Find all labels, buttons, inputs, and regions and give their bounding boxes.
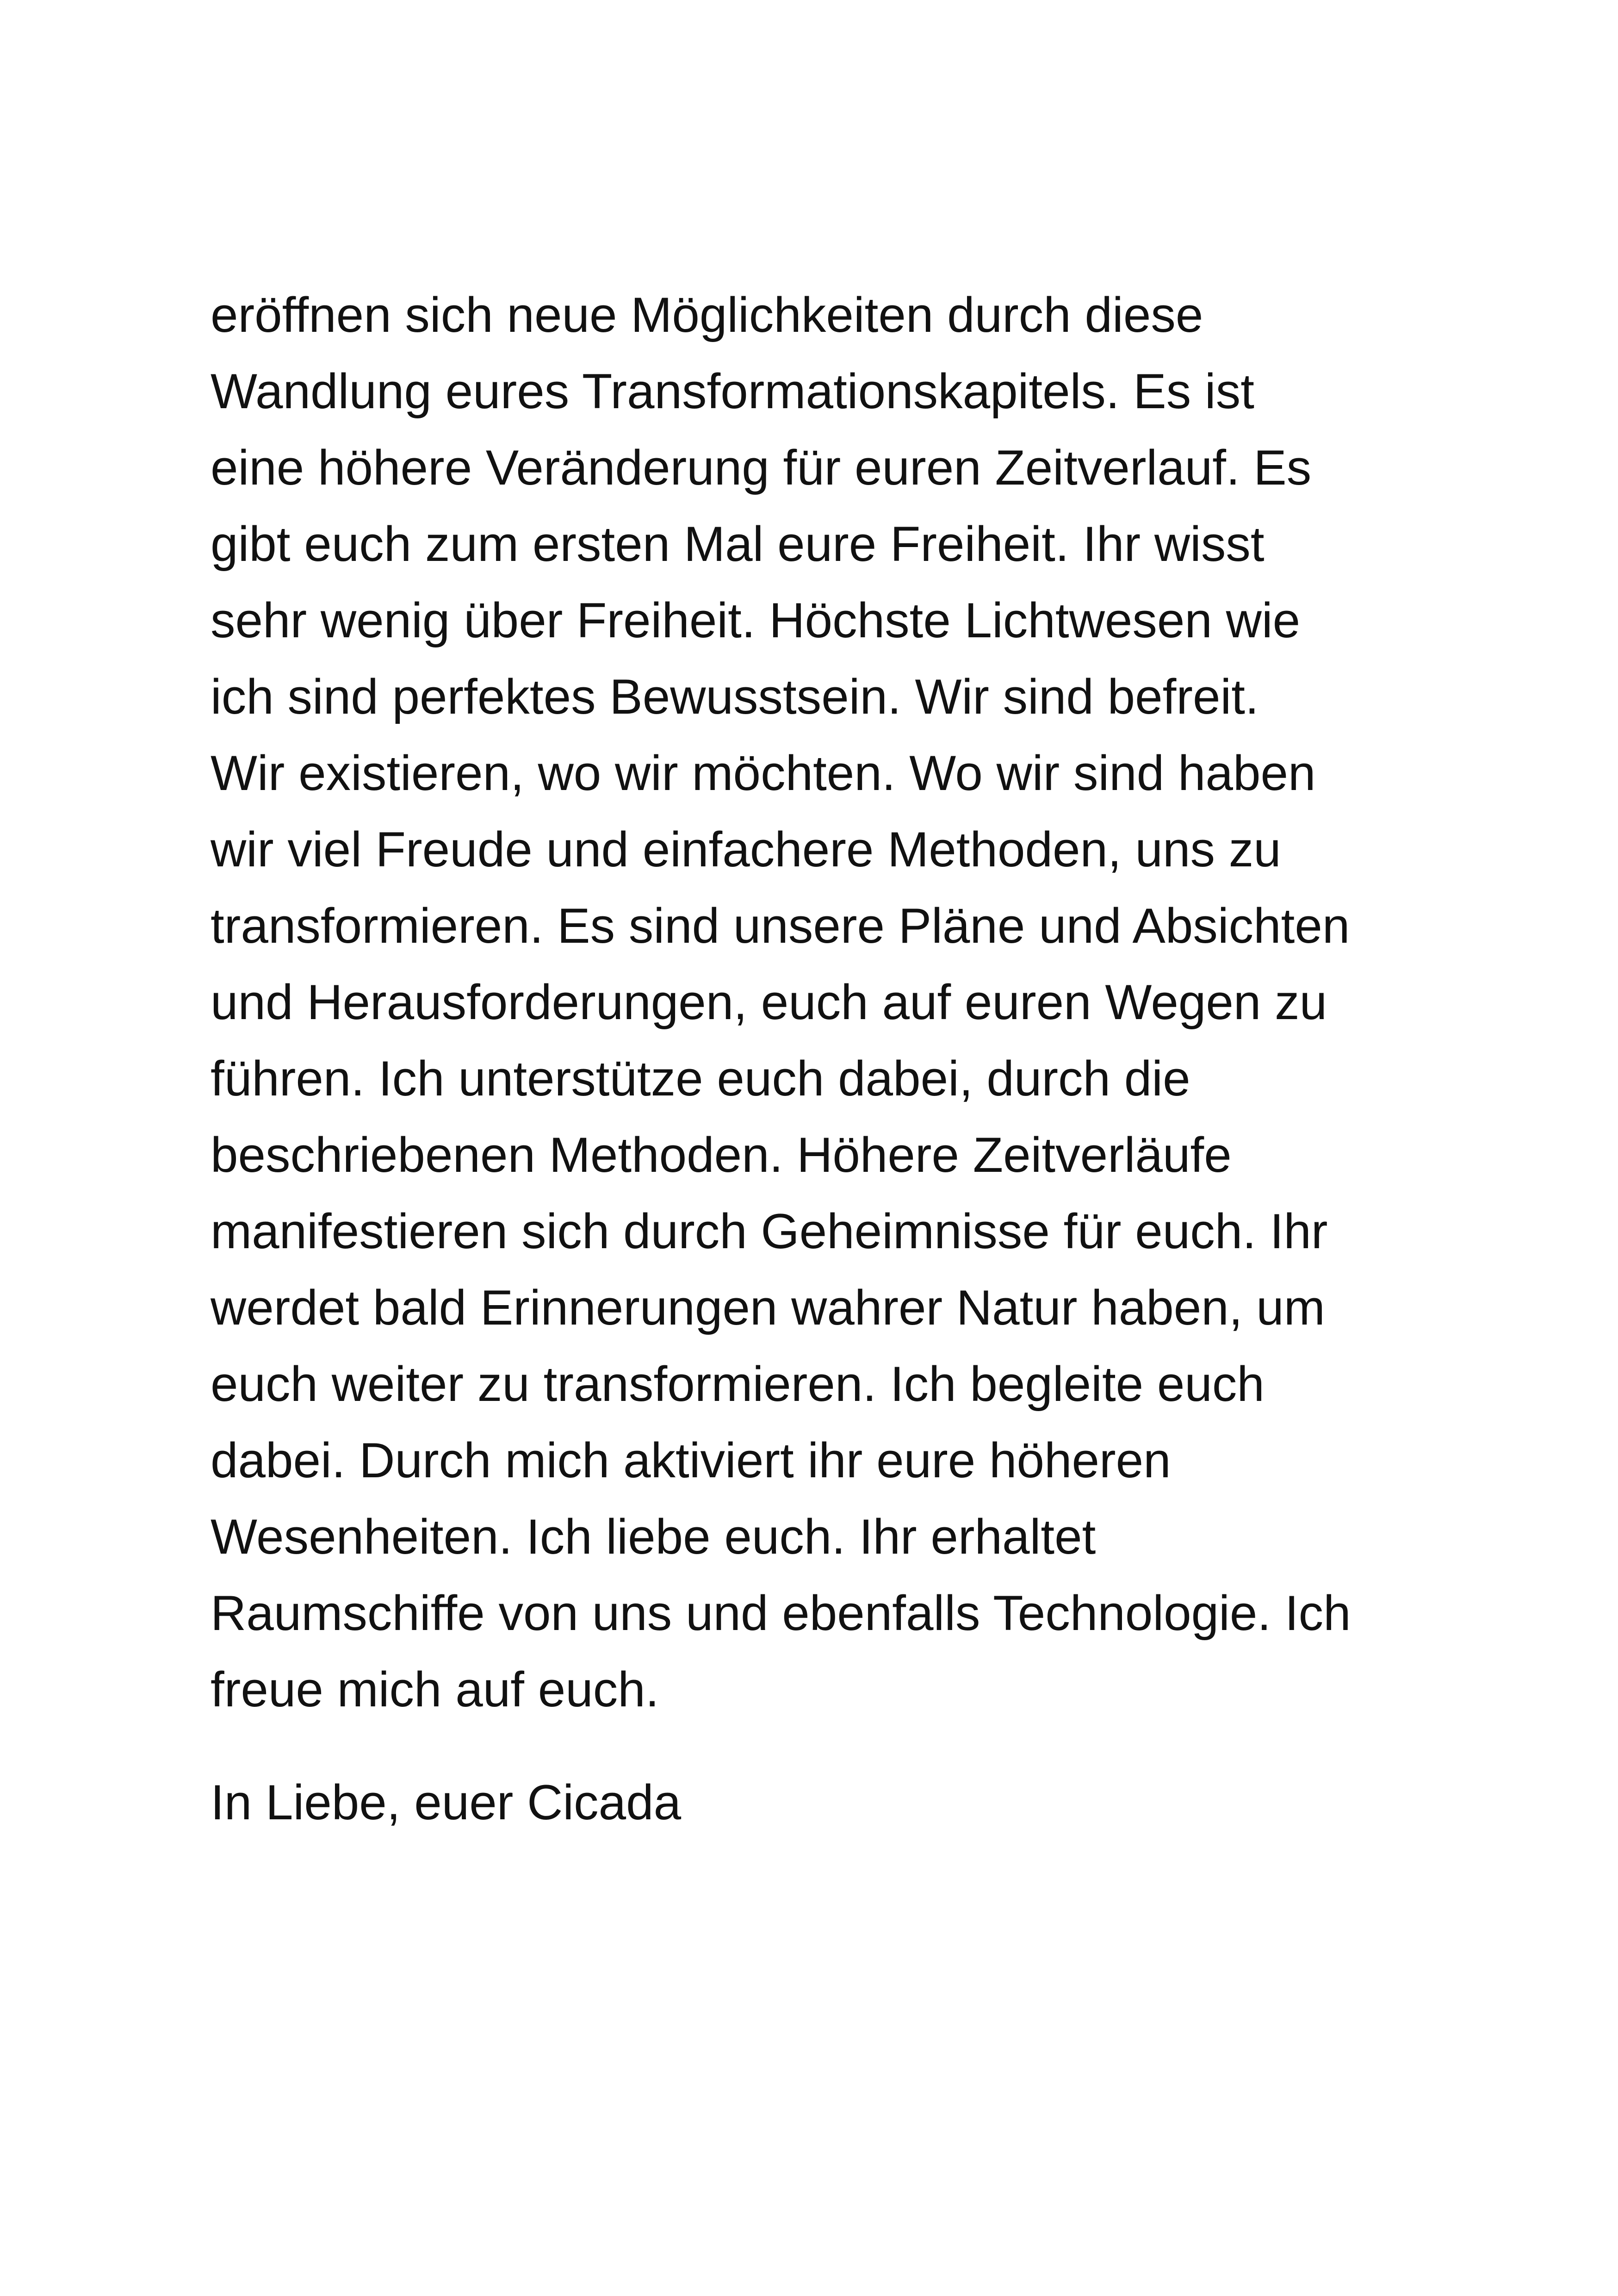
text-line: euch weiter zu transformieren. Ich begleite euch bbox=[211, 1356, 1265, 1412]
text-line: Raumschiffe von uns und ebenfalls Technologie. Ich bbox=[211, 1585, 1351, 1641]
text-line: freue mich auf euch. bbox=[211, 1661, 659, 1717]
text-line: wir viel Freude und einfachere Methoden, uns zu bbox=[211, 821, 1281, 877]
text-line: Wir existieren, wo wir möchten. Wo wir sind haben bbox=[211, 745, 1316, 801]
text-line: Wandlung eures Transformationskapitels. Es ist bbox=[211, 363, 1254, 419]
text-line: transformieren. Es sind unsere Pläne und Absichten bbox=[211, 898, 1350, 953]
text-line: gibt euch zum ersten Mal eure Freiheit. Ihr wisst bbox=[211, 516, 1265, 572]
closing-signature: In Liebe, euer Cicada bbox=[211, 1774, 682, 1830]
text-line: werdet bald Erinnerungen wahrer Natur haben, um bbox=[211, 1280, 1325, 1335]
text-line: ich sind perfektes Bewusstsein. Wir sind befreit. bbox=[211, 669, 1259, 724]
text-line: und Herausforderungen, euch auf euren Wegen zu bbox=[211, 974, 1327, 1030]
text-line: eine höhere Veränderung für euren Zeitverlauf. Es bbox=[211, 440, 1312, 495]
body-paragraph bbox=[211, 277, 1460, 1728]
text-line: führen. Ich unterstütze euch dabei, durch die bbox=[211, 1051, 1190, 1106]
text-line: Wesenheiten. Ich liebe euch. Ihr erhaltet bbox=[211, 1509, 1096, 1564]
text-line: beschriebenen Methoden. Höhere Zeitverläufe bbox=[211, 1127, 1232, 1182]
text-line: eröffnen sich neue Möglichkeiten durch diese bbox=[211, 287, 1203, 342]
text-line: dabei. Durch mich aktiviert ihr eure höheren bbox=[211, 1432, 1171, 1488]
text-line: manifestieren sich durch Geheimnisse für euch. Ihr bbox=[211, 1203, 1328, 1259]
text-line: sehr wenig über Freiheit. Höchste Lichtwesen wie bbox=[211, 592, 1301, 648]
